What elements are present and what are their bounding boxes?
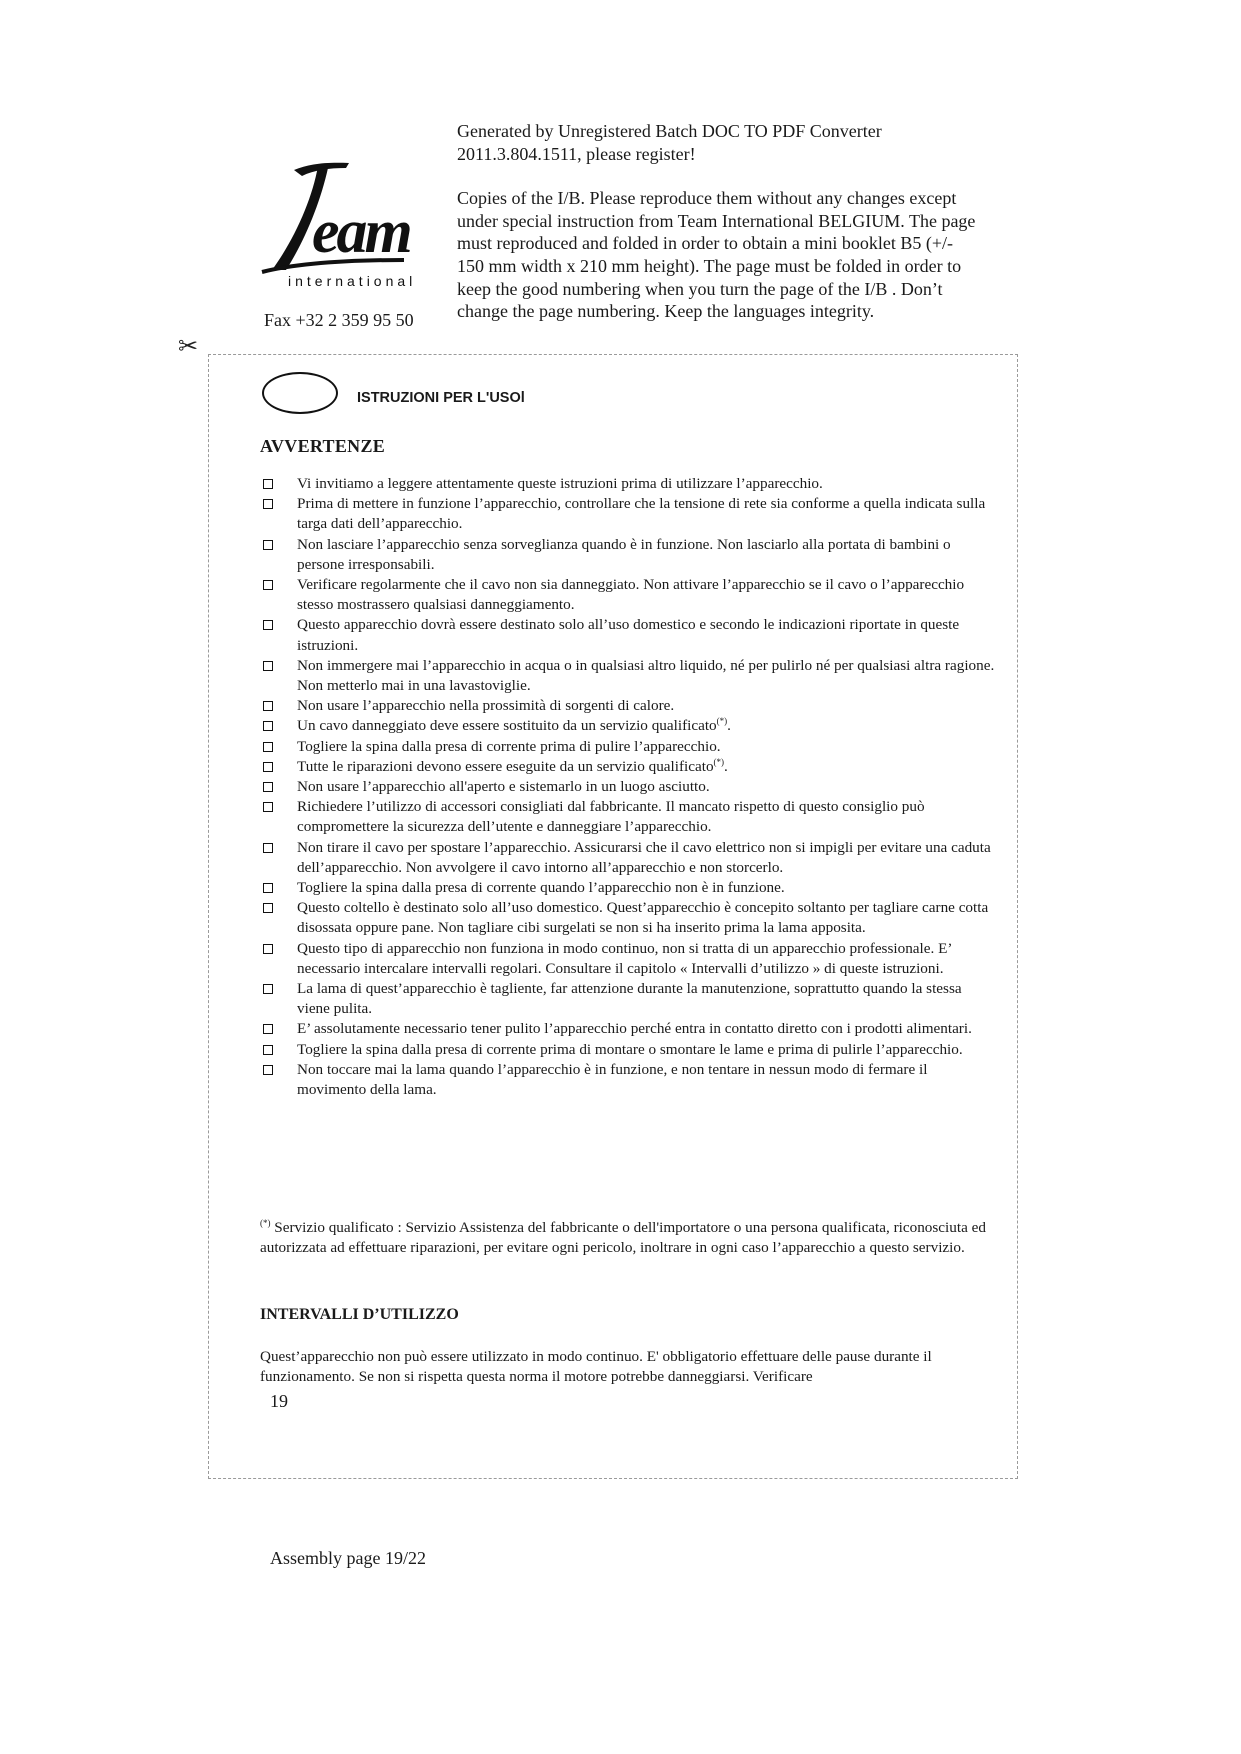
checkbox-bullet-icon	[263, 883, 273, 893]
warning-item: Tutte le riparazioni devono essere eseguite da un servizio qualificato(*).	[260, 757, 995, 777]
usage-intervals-heading: INTERVALLI D’UTILIZZO	[260, 1306, 459, 1323]
footnote-mark: (*)	[260, 1217, 271, 1228]
checkbox-bullet-icon	[263, 1045, 273, 1055]
warning-item: La lama di quest’apparecchio è tagliente, far attenzione durante la manutenzione, soprattutto quando la stessa viene pulita.	[260, 979, 995, 1019]
team-international-logo	[254, 160, 434, 290]
checkbox-bullet-icon	[263, 701, 273, 711]
checkbox-bullet-icon	[263, 661, 273, 671]
checkbox-bullet-icon	[263, 762, 273, 772]
checkbox-bullet-icon	[263, 721, 273, 731]
converter-notice: Generated by Unregistered Batch DOC TO PDF Converter 2011.3.804.1511, please register!	[457, 121, 882, 164]
warning-item: Vi invitiamo a leggere attentamente queste istruzioni prima di utilizzare l’apparecchio.	[260, 474, 995, 494]
checkbox-bullet-icon	[263, 782, 273, 792]
checkbox-bullet-icon	[263, 944, 273, 954]
checkbox-bullet-icon	[263, 843, 273, 853]
warning-item: Non immergere mai l’apparecchio in acqua o in qualsiasi altro liquido, né per pulirlo né per qualsiasi altra ragione. Non metterlo mai in una lavastoviglie.	[260, 656, 995, 696]
section-title: ISTRUZIONI PER L'USOl	[357, 390, 525, 406]
warning-item: Questo apparecchio dovrà essere destinato solo all’uso domestico e secondo le indicazioni riportate in queste istruzioni.	[260, 615, 995, 655]
page-number: 19	[270, 1391, 288, 1411]
checkbox-bullet-icon	[263, 620, 273, 630]
checkbox-bullet-icon	[263, 499, 273, 509]
checkbox-bullet-icon	[263, 802, 273, 812]
footnote: (*) Servizio qualificato : Servizio Assistenza del fabbricante o dell'importatore o una persona qualificata, riconosciuta ed autorizzata ad effettuare riparazioni, per evitare ogni pericolo, inoltrare in ogni caso l’apparecchio a questo servizio.	[260, 1217, 986, 1257]
language-code-oval	[262, 372, 338, 414]
assembly-page-label: Assembly page 19/22	[270, 1548, 426, 1568]
warning-item: Non lasciare l’apparecchio senza sorveglianza quando è in funzione. Non lasciarlo alla portata di bambini o persone irresponsabili.	[260, 535, 995, 575]
warning-item: Non toccare mai la lama quando l’apparecchio è in funzione, e non tentare in nessun modo di fermare il movimento della lama.	[260, 1060, 995, 1100]
header-notice	[457, 120, 977, 323]
footnote-ref: (*)	[713, 756, 725, 767]
warning-item: Prima di mettere in funzione l’apparecchio, controllare che la tensione di rete sia conforme a quella indicata sulla targa dati dell’apparecchio.	[260, 494, 995, 534]
checkbox-bullet-icon	[263, 742, 273, 752]
svg-text:international: international	[288, 273, 417, 289]
warning-item: E’ assolutamente necessario tener pulito l’apparecchio perché entra in contatto diretto con i prodotti alimentari.	[260, 1019, 995, 1039]
fax-number: Fax +32 2 359 95 50	[264, 310, 414, 330]
usage-intervals-text: Quest’apparecchio non può essere utilizzato in modo continuo. E' obbligatorio effettuare delle pause durante il funzionamento. Se non si rispetta questa norma il motore potrebbe danneggiarsi. Verificare	[260, 1348, 932, 1386]
footnote-ref: (*)	[716, 716, 728, 727]
warning-item: Richiedere l’utilizzo di accessori consigliati dal fabbricante. Il mancato rispetto di questo consiglio può compromettere la sicurezza dell’utente e danneggiare l’apparecchio.	[260, 797, 995, 837]
warnings-list	[260, 474, 995, 1100]
checkbox-bullet-icon	[263, 1065, 273, 1075]
warnings-heading: AVVERTENZE	[260, 436, 386, 456]
checkbox-bullet-icon	[263, 1024, 273, 1034]
warning-item: Un cavo danneggiato deve essere sostituito da un servizio qualificato(*).	[260, 716, 995, 736]
checkbox-bullet-icon	[263, 540, 273, 550]
warning-item: Togliere la spina dalla presa di corrente prima di pulire l’apparecchio.	[260, 737, 995, 757]
warning-item: Non usare l’apparecchio nella prossimità di sorgenti di calore.	[260, 696, 995, 716]
warning-item: Questo tipo di apparecchio non funziona in modo continuo, non si tratta di un apparecchio professionale. E’ necessario intercalare intervalli regolari. Consultare il capitolo « Intervalli d’utilizzo » di queste istruzioni.	[260, 939, 995, 979]
warning-item: Togliere la spina dalla presa di corrente quando l’apparecchio non è in funzione.	[260, 878, 995, 898]
scissors-icon: ✂	[178, 334, 199, 360]
warning-item: Togliere la spina dalla presa di corrente prima di montare o smontare le lame e prima di pulirle l’apparecchio.	[260, 1040, 995, 1060]
checkbox-bullet-icon	[263, 903, 273, 913]
warning-item: Non usare l’apparecchio all'aperto e sistemarlo in un luogo asciutto.	[260, 777, 995, 797]
warning-item: Questo coltello è destinato solo all’uso domestico. Quest’apparecchio è concepito soltanto per tagliare carne cotta disossata oppure pane. Non tagliare cibi surgelati se non si ha inserito prima la lama apposita.	[260, 898, 995, 938]
copies-instruction: Copies of the I/B. Please reproduce them without any changes except under special instruction from Team International BELGIUM. The page must reproduced and folded in order to obtain a mini booklet B5 (+/- 150 mm width x 210 mm height). The page must be folded in order to keep the good numbering when you turn the page of the I/B . Don’t change the page numbering. Keep the languages integrity.	[457, 188, 976, 322]
checkbox-bullet-icon	[263, 984, 273, 994]
warning-item: Non tirare il cavo per spostare l’apparecchio. Assicurarsi che il cavo elettrico non si impigli per evitare una caduta dell’apparecchio. Non avvolgere il cavo intorno all’apparecchio e non storcerlo.	[260, 838, 995, 878]
checkbox-bullet-icon	[263, 580, 273, 590]
checkbox-bullet-icon	[263, 479, 273, 489]
warning-item: Verificare regolarmente che il cavo non sia danneggiato. Non attivare l’apparecchio se il cavo o l’apparecchio stesso mostrassero qualsiasi danneggiamento.	[260, 575, 995, 615]
svg-text:eam: eam	[312, 198, 410, 266]
